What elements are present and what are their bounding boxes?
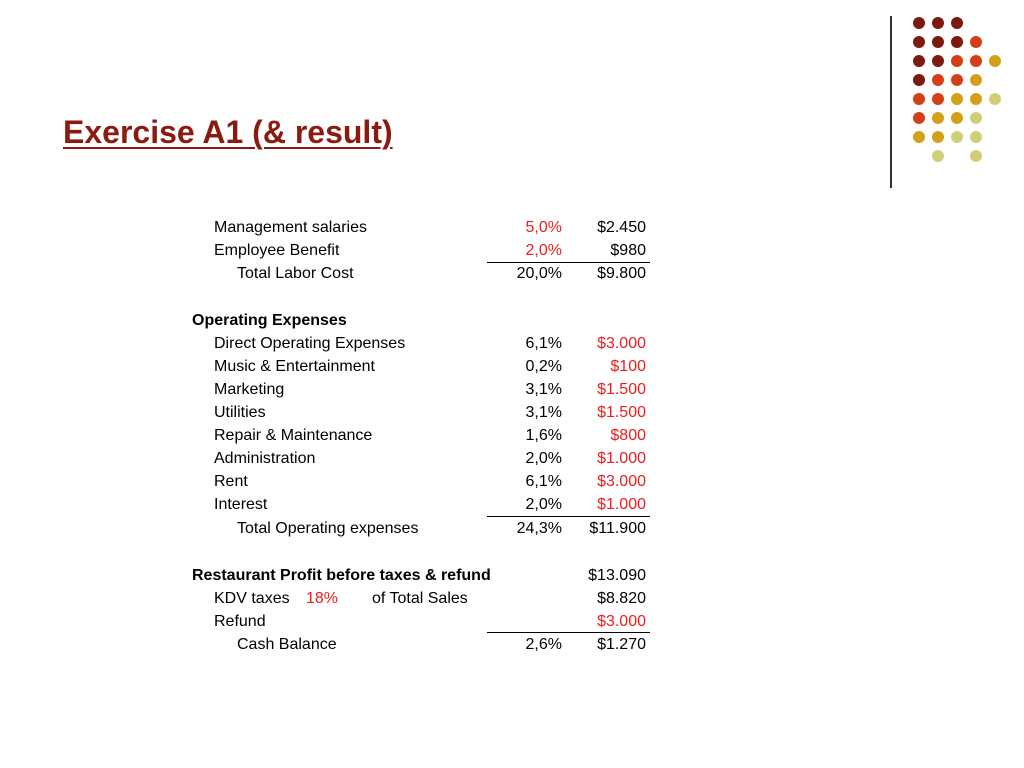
row-label: Utilities	[214, 404, 266, 421]
refund-label: Refund	[214, 613, 266, 630]
total-percent: 24,3%	[516, 520, 562, 537]
row-amount: $1.000	[597, 496, 646, 513]
row-amount: $100	[610, 358, 646, 375]
slide-title: Exercise A1 (& result)	[63, 114, 393, 150]
row-amount: $3.000	[597, 335, 646, 352]
subtotal-rule	[487, 516, 650, 517]
row-amount: $980	[610, 242, 646, 259]
row-percent: 6,1%	[525, 335, 562, 352]
row-label: Employee Benefit	[214, 242, 340, 259]
row-amount: $800	[610, 427, 646, 444]
total-percent: 20,0%	[516, 265, 562, 282]
row-amount: $2.450	[597, 219, 646, 236]
row-percent: 1,6%	[525, 427, 562, 444]
kdv-label: KDV taxes	[214, 590, 290, 607]
row-percent: 3,1%	[525, 404, 562, 421]
cash-balance-percent: 2,6%	[525, 636, 562, 653]
section-heading: Restaurant Profit before taxes & refund	[192, 567, 491, 584]
row-percent: 3,1%	[525, 381, 562, 398]
kdv-suffix: of Total Sales	[372, 590, 468, 607]
cash-balance-label: Cash Balance	[237, 636, 337, 653]
cash-balance-amount: $1.270	[597, 636, 646, 653]
kdv-rate: 18%	[306, 590, 339, 607]
section-heading: Operating Expenses	[192, 312, 347, 329]
row-label: Rent	[214, 473, 248, 490]
row-label: Marketing	[214, 381, 285, 398]
row-label: Direct Operating Expenses	[214, 335, 406, 352]
profit-amount: $13.090	[588, 567, 646, 584]
row-label: Interest	[214, 496, 268, 513]
refund-amount: $3.000	[597, 613, 646, 630]
row-amount: $1.500	[597, 404, 646, 421]
subtotal-rule	[487, 632, 650, 633]
row-label: Music & Entertainment	[214, 358, 375, 375]
row-percent: 6,1%	[525, 473, 562, 490]
row-amount: $1.000	[597, 450, 646, 467]
row-amount: $3.000	[597, 473, 646, 490]
total-label: Total Operating expenses	[237, 520, 419, 537]
row-label: Administration	[214, 450, 316, 467]
subtotal-rule	[487, 262, 650, 263]
row-percent: 5,0%	[525, 219, 562, 236]
row-label: Repair & Maintenance	[214, 427, 373, 444]
row-percent: 2,0%	[525, 450, 562, 467]
row-percent: 0,2%	[525, 358, 562, 375]
row-percent: 2,0%	[525, 496, 562, 513]
total-label: Total Labor Cost	[237, 265, 354, 282]
total-amount: $9.800	[597, 265, 646, 282]
row-label: Management salaries	[214, 219, 367, 236]
row-amount: $1.500	[597, 381, 646, 398]
row-percent: 2,0%	[525, 242, 562, 259]
kdv-amount: $8.820	[597, 590, 646, 607]
total-amount: $11.900	[589, 520, 646, 537]
